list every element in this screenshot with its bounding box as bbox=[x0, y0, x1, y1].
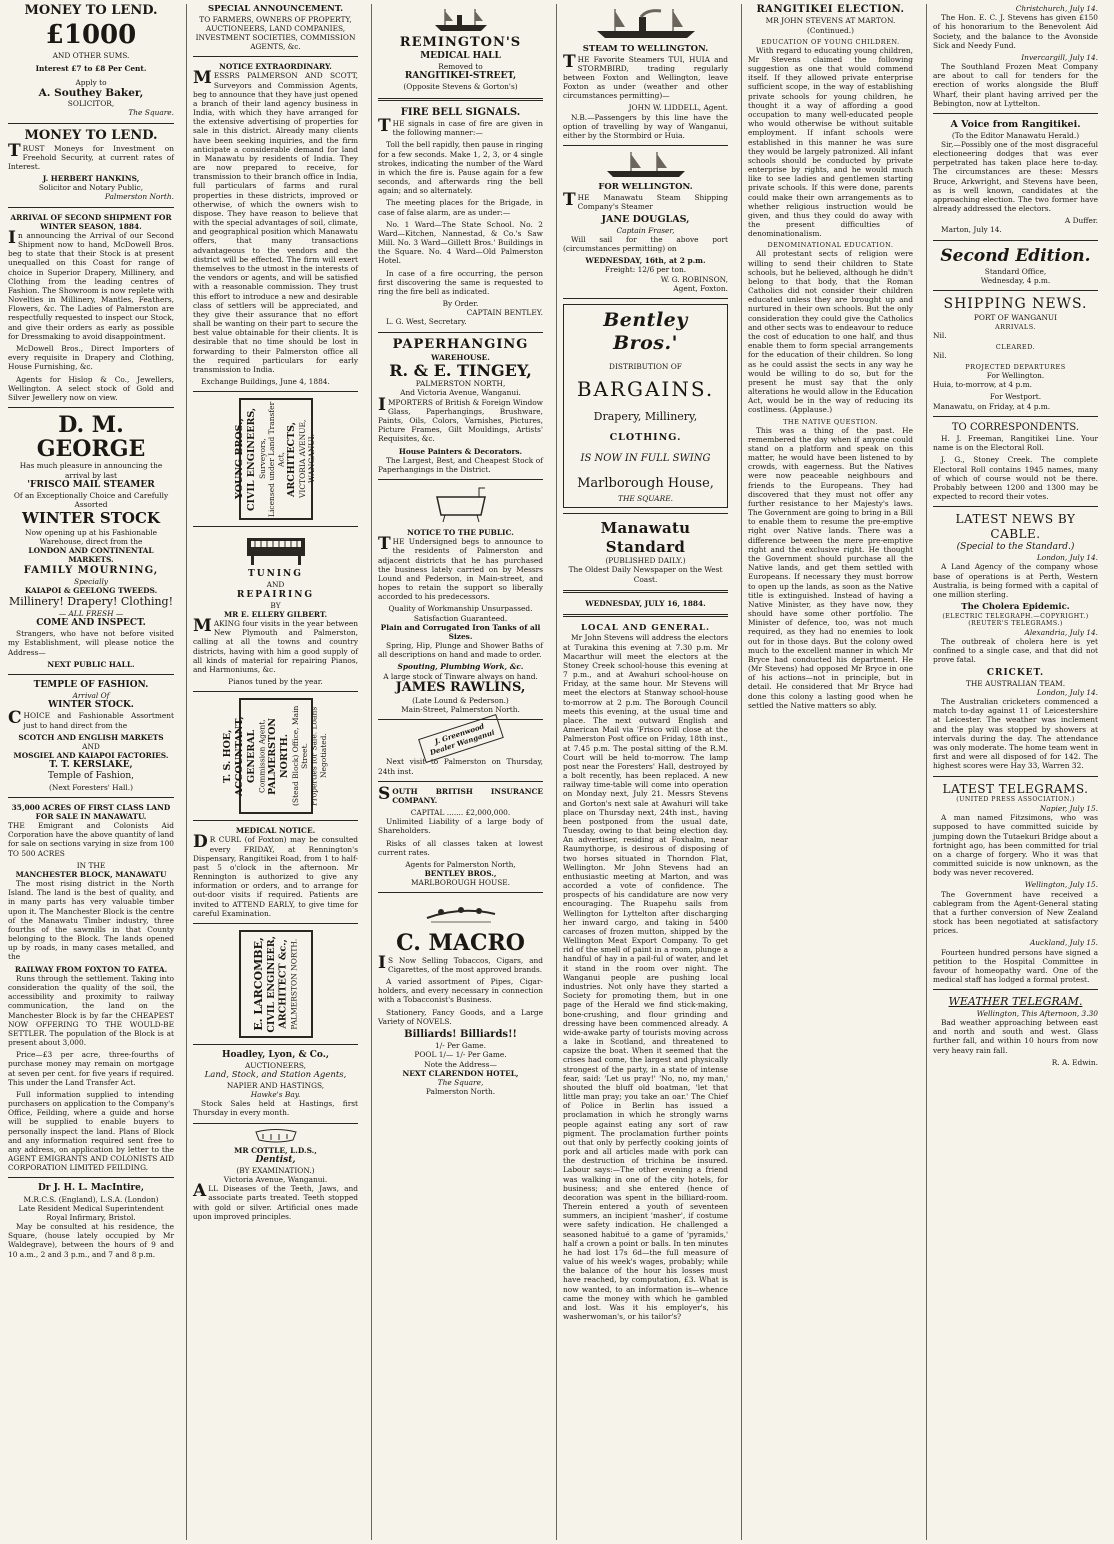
divider bbox=[378, 332, 543, 333]
bentley-line: Drapery, Millinery, bbox=[593, 409, 698, 423]
tuning-line: AND bbox=[266, 580, 285, 590]
shipping-line: For Wellington. bbox=[986, 370, 1045, 380]
election-cont: (Continued.) bbox=[807, 25, 854, 35]
steamship-illustration bbox=[431, 7, 491, 33]
george-line: KAIAPOI & GEELONG TWEEDS. bbox=[24, 586, 158, 596]
cholera-title: The Cholera Epidemic. bbox=[961, 602, 1070, 613]
steam-title: STEAM TO WELLINGTON. bbox=[582, 44, 709, 54]
card-line: Properties for Sale. Loans Negotiated. bbox=[309, 706, 329, 806]
tingey-line: House Painters & Decorators. bbox=[398, 446, 523, 456]
card-line: VICTORIA AVENUE, WANGANUI. bbox=[298, 420, 317, 499]
dateline: Alexandria, July 14. bbox=[1024, 627, 1098, 637]
piano-illustration bbox=[241, 532, 311, 566]
bentley-line: DISTRIBUTION OF bbox=[609, 362, 682, 372]
corr-line: J. G., Stoney Creek. The complete Electoral Roll contains 1945 names, many of which of course would not be there. Probably between 1200 and 1300 may be expected to record their votes. bbox=[933, 455, 1098, 502]
macro-line: NEXT CLARENDON HOTEL, bbox=[402, 1068, 519, 1078]
medical-title: MEDICAL NOTICE. bbox=[235, 826, 316, 836]
weather-line: Bad weather approaching between east and north and south and west. Glass further fall, and within 10 hours from now very heavy rain fall. bbox=[933, 1018, 1098, 1055]
sbi-line: BENTLEY BROS., bbox=[424, 869, 497, 879]
macro-line: 1/- Per Game. bbox=[435, 1041, 486, 1051]
divider bbox=[193, 1044, 358, 1045]
steam-nb: N.B.—Passengers by this line have the option of travelling by way of Wanganui, either by the Stormbird or Huia. bbox=[563, 112, 728, 140]
election-title: RANGITIKEI ELECTION. bbox=[756, 4, 905, 15]
remington-line: RANGITIKEI-STREET, bbox=[404, 71, 517, 82]
tingey-line: IMPORTERS of British & Foreign Window Glass, Paperhangings, Brushware, Paints, Oils, Colors, Varnishes, Pictures, Picture Frames, Gilt Mouldings, Artists' Requisites, &c. bbox=[378, 394, 543, 444]
money-amount: £1000 bbox=[45, 19, 137, 50]
cholera-line: (ELECTRIC TELEGRAPH.—COPYRIGHT.) bbox=[942, 612, 1089, 620]
card-line: E. LARCOMBE, bbox=[252, 937, 266, 1031]
telegrams-line: Fourteen hundred persons have signed a petition to the Hospital Committee in favour of homeopathy ward. One of the medical staff has lodged a formal protest. bbox=[933, 947, 1098, 985]
divider bbox=[563, 145, 728, 146]
telegrams-line: The Government have received a cablegram from the Agent-General stating that a further conversion of New Zealand stock has been negotiated at satisfactory prices. bbox=[933, 889, 1098, 936]
tuning-title: TUNING bbox=[248, 569, 303, 580]
election-heading: DENOMINATIONAL EDUCATION. bbox=[767, 241, 894, 250]
fire-title: FIRE BELL SIGNALS. bbox=[400, 106, 521, 118]
bentley-bargains: BARGAINS. bbox=[576, 377, 715, 402]
money-apply: Apply to bbox=[75, 77, 107, 87]
macro-line: Palmerston North. bbox=[425, 1087, 496, 1097]
land-title: 35,000 ACRES OF FIRST CLASS LAND FOR SALE IN MANAWATU. bbox=[11, 802, 171, 821]
steam-body: THE Favorite Steamers TUI, HUIA and STORMBIRD, trading regularly between Foxton and Wellington, leave Foxton as under (weather and other circumstances permitting)— bbox=[563, 51, 728, 101]
cricket-line: THE AUSTRALIAN TEAM. bbox=[965, 678, 1066, 688]
cable-title: LATEST NEWS BY CABLE. bbox=[955, 512, 1076, 542]
arrival-agents: Agents for Hislop & Co., Jewellers, Wellington. A select stock of Gold and Silver Jewellery now on view. bbox=[8, 374, 174, 402]
macintire-line: May be consulted at his residence, the Square, (house lately occupied by Mr Waldegrave), between the hours of 9 and 10 a.m., 2 and 3 p.m., and 7 and 8 p.m. bbox=[8, 1222, 174, 1259]
fire-line: No. 1 Ward—The State School. No. 2 Ward—Kitchen, Nannestad, & Co.'s Saw Mill. No. 3 Ward—Gillett Bros.' Buildings in the Square. No. 4 Ward—Old Palmerston Hotel. bbox=[378, 219, 543, 266]
second-line: Wednesday, 4 p.m. bbox=[980, 275, 1051, 285]
macro-title: C. MACRO bbox=[396, 930, 525, 957]
fire-line: L. G. West, Secretary. bbox=[386, 317, 467, 327]
land-line: THE Emigrant and Colonists Aid Corporation have the above quantity of land for sale on sections varying in size from 100 TO 500 ACRES bbox=[8, 821, 174, 858]
divider bbox=[193, 923, 358, 924]
temple-line: SCOTCH AND ENGLISH MARKETS bbox=[18, 732, 164, 742]
voice-title: A Voice from Rangitikei. bbox=[950, 118, 1081, 130]
divider bbox=[563, 590, 728, 593]
dateline: London, July 14. bbox=[1036, 553, 1098, 563]
remington-title: REMINGTON'S bbox=[399, 35, 522, 50]
shipping-line: Nil. bbox=[933, 330, 947, 340]
macintire-line: Late Resident Medical Superintendent Royal Infirmary, Bristol. bbox=[18, 1203, 164, 1222]
cable-line: (Special to the Standard.) bbox=[956, 542, 1075, 553]
card-line: Licensed under Land Transfer Act, bbox=[267, 401, 286, 517]
money2-title: MONEY TO LEND. bbox=[24, 127, 158, 143]
remington-line: (Opposite Stevens & Gorton's) bbox=[403, 82, 518, 92]
cricket-line: The Australian cricketers commenced a match to-day against 11 of Leicestershire at Leicester. The weather was inclement and the play was stopped by showers at intervals during the day. The attendance was only moderate. The home team went in first and were all disposed of for 142. The highest scores were Hay 33, Warren 32. bbox=[933, 697, 1098, 771]
notice-public-body: THE Undersigned begs to announce to the residents of Palmerston and adjacent districts that he has purchased the business lately carried on by Messrs Lound and Pederson, in Main-street, and hopes to retain the support so liberally accorded to his predecessors. bbox=[378, 534, 543, 602]
card-line: ACCOUNTANT, GENERAL bbox=[234, 716, 258, 797]
divider bbox=[8, 123, 174, 124]
bentley-line: IS NOW IN FULL SWING bbox=[580, 453, 711, 465]
divider bbox=[933, 506, 1098, 507]
tooth-illustration bbox=[251, 1129, 301, 1143]
divider bbox=[563, 614, 728, 617]
ship-illustration bbox=[601, 151, 691, 179]
notice-addr: Exchange Buildings, June 4, 1884. bbox=[201, 377, 330, 387]
hoadley-title: Hoadley, Lyon, & Co., bbox=[222, 1049, 329, 1060]
shipping-line: Nil. bbox=[933, 350, 947, 360]
card-line: ARCHITECTS, bbox=[286, 421, 298, 497]
divider bbox=[563, 298, 728, 299]
dateline: London, July 14. bbox=[1036, 687, 1098, 697]
temple-line: (Next Foresters' Hall.) bbox=[49, 782, 133, 792]
second-line: Standard Office, bbox=[984, 266, 1047, 276]
election-para: With regard to educating young children, Mr Stevens claimed the following suggestion as one that would commend itself. If they allowed private enterprise sufficient scope, in the way of establishing private schools for young children, he thought it a way of affording a good occupation to many well-educated people who would otherwise be without suitable employment. If infant schools were established in this manner he was sure they would be largely patronized. All infant schools should be conducted by private enterprise by rights, and he would much like to see ladies and gentlemen starting private schools. If this were done, parents could make their own arrangements as to whether religious instruction would be given, and thus they could do away with the present difficulties of denominationalism. bbox=[748, 45, 913, 239]
remington-line: MEDICAL HALL bbox=[420, 50, 501, 61]
special-to: TO FARMERS, OWNERS OF PROPERTY, AUCTIONEERS, LAND COMPANIES, INVESTMENT SOCIETIES, COMMISSION AGENTS, &c. bbox=[195, 14, 356, 52]
george-line: NEXT PUBLIC HALL. bbox=[47, 659, 135, 669]
shipping-title: SHIPPING NEWS. bbox=[943, 295, 1088, 312]
column-4 bbox=[556, 4, 734, 1540]
medical-body: DR CURL (of Foxton) may be consulted every FRIDAY, at Rennington's Dispensary, Rangitikei Road, from 1 to half-past 5 o'clock in the afternoon. Mr Rennington is authorized to give any information or orders, and to arrange for out-door visits if required. Patients are invited to ATTEND EARLY, to give time for careful Examination. bbox=[193, 832, 358, 918]
temple-line: MOSGIEL AND KAIAPOI FACTORIES. bbox=[13, 751, 169, 761]
george-line: — ALL FRESH — bbox=[58, 608, 124, 618]
fw-line: W. G. ROBINSON, bbox=[660, 274, 728, 284]
corr-line: H. J. Freeman, Rangitikei Line. Your name is on the Electoral Roll. bbox=[933, 434, 1098, 453]
shipping-line: PORT OF WANGANUI bbox=[973, 313, 1058, 323]
election-para: This was a thing of the past. He remembered the day when if anyone could stand on a platform and speak on this matter, he would have been listened to by crowds, with eagerness. But the Natives were now peaceable neighbours and friends to the Europeans. They had discovered that they must not offer any further resistance to her Majesty's laws. The Government are going to bring in a Bill to enable them to resume the pre-emptive right over Native lands. There was a difference between the mere pre-emptive right and the exclusive right. He thought the Government should purchase all the Native lands, and get them settled with Europeans. If necessary they must borrow to open up the lands, as soon as the Native title is extinguished. Instead of having a Native Minister, as they have now, they should have some other portfolio. The Minister of defence, too, was not much required, as they had no enemies to look out for in those days. But the colony owed much to the excellent manner in which Mr Bryce had conducted his department. He (Mr Stevens) had opposed Mr Bryce in one of his actions—not in principle, but in detail. He considered that Mr Bryce had done this colony a lasting good when he settled the Native matters so ably. bbox=[748, 425, 913, 710]
masthead-title: Manawatu Standard bbox=[600, 519, 691, 556]
sbi-title: SOUTH BRITISH INSURANCE COMPANY. bbox=[378, 783, 543, 805]
george-line: Strangers, who have not before visited my Establishment, will please notice the Address— bbox=[8, 629, 174, 657]
fw-line: Agent, Foxton. bbox=[673, 283, 728, 293]
cottle-line: (BY EXAMINATION.) bbox=[236, 1165, 315, 1175]
cottle-line: Victoria Avenue, Wanganui. bbox=[223, 1175, 328, 1185]
macro-line: Note the Address— bbox=[424, 1059, 497, 1069]
notice-public-line: Spring, Hip, Plunge and Shower Baths of all descriptions on hand and made to order. bbox=[378, 641, 543, 660]
hoe-card bbox=[222, 698, 329, 814]
temple-line: AND bbox=[82, 741, 100, 751]
george-line: COME AND INSPECT. bbox=[36, 618, 146, 629]
card-line: Commission Agent, bbox=[258, 719, 267, 794]
divider bbox=[8, 407, 174, 408]
fire-line: In case of a fire occurring, the person first discovering the same is requested to ring the fire bell as indicated. bbox=[378, 268, 543, 296]
tuning-body: MAKING four visits in the year between New Plymouth and Palmerston, calling at all the towns and country districts, having with him a good supply of all kinds of material for repairing Pianos, and Harmoniums, &c. bbox=[193, 616, 358, 674]
notice-body: MESSRS PALMERSON AND SCOTT, Surveyors and Commission Agents, beg to announce that they have just opened a branch of their land agency business in India, with which they have arranged for the extensive advertising of properties for sale in this district. Already many clients have been seeking inquiries, and the firm anticipate a considerable demand for land in Manawatu by residents of India. They are now prepared to receive, for transmission to their branch office in India, full particulars of farms and rural properties in these districts, improved or otherwise, of which the owners wish to dispose. They have reason to believe that with the special advantages of soil, climate, and geographical position which Manawatu offers, that many transactions advantageous to the vendors and the district will be effected. The firm will exert themselves to the utmost in the interests of the vendors or agents, and will be satisfied with a reasonable commission. They trust this effort to introduce a new and desirable class of settlers will be appreciated, and they give their assurance that no effort shall be wanting on their part to secure the best value obtainable for their clients. It is desirable that no time should be lost in forwarding to their Palmerston office all the required particulars for early transmission to India. bbox=[193, 68, 358, 374]
macro-line: A varied assortment of Pipes, Cigar-holders, and every necessary in connection with a Tobacconist's Business. bbox=[378, 976, 543, 1005]
tingey-line: The Largest, Best, and Cheapest Stock of Paperhangings in the District. bbox=[378, 455, 543, 474]
george-line: Specially bbox=[74, 576, 108, 586]
divider bbox=[193, 820, 358, 821]
divider bbox=[193, 1123, 358, 1124]
fw-line: Captain Fraser, bbox=[616, 225, 675, 235]
macro-line: POOL 1/— 1/- Per Game. bbox=[414, 1050, 507, 1060]
money-name: A. Southey Baker, bbox=[38, 86, 144, 99]
shipping-line: CLEARED. bbox=[995, 342, 1036, 351]
sbi-line: CAPITAL ....... £2,000,000. bbox=[410, 808, 511, 818]
fire-line: CAPTAIN BENTLEY. bbox=[466, 308, 543, 318]
money2-name: J. HERBERT HANKINS, bbox=[42, 174, 140, 184]
money-interest: Interest £7 to £8 Per Cent. bbox=[35, 64, 147, 74]
voice-line: (To the Editor Manawatu Herald.) bbox=[951, 130, 1080, 140]
land-line: MANCHESTER BLOCK, MANAWATU bbox=[15, 869, 167, 879]
hoadley-line: Land, Stock, and Station Agents, bbox=[204, 1070, 347, 1081]
telegrams-line: A man named Fitzsimons, who was supposed to have committed suicide by jumping down the Tutaekuri Bridge about a fortnight ago, has been committed for trial on a charge of forgery. Who it was that committed suicide is now unknown, as the body was never recovered. bbox=[933, 813, 1098, 878]
hoadley-line: NAPIER AND HASTINGS, bbox=[226, 1080, 325, 1090]
land-line: Full information supplied to intending purchasers on application to the Company's Office, Feilding, where a guide and horse will be supplied to enable buyers to personally inspect the land. Plans of Block and any information required sent free to any address, on application by letter to the AGENT EMIGRANTS AND COLONISTS AID CORPORATION LIMITED FEILDING. bbox=[8, 1089, 174, 1173]
second-edition-title: Second Edition. bbox=[940, 245, 1091, 266]
land-line: Price—£3 per acre, three-fourths of purchase money may remain on mortgage at seven per cent. for five years if required. This under the Land Transfer Act. bbox=[8, 1050, 174, 1087]
george-line: Of an Exceptionally Choice and Carefully Assorted bbox=[13, 490, 169, 510]
macro-line: Stationery, Fancy Goods, and a Large Variety of NOVELS. bbox=[378, 1007, 543, 1026]
money-lend-title: MONEY TO LEND. bbox=[24, 4, 158, 18]
shipping-line: Manawatu, on Friday, at 4 p.m. bbox=[933, 401, 1051, 411]
george-line: Has much pleasure in announcing the arrival by last bbox=[19, 461, 163, 480]
card-line: ARCHITECT &c., bbox=[277, 939, 289, 1029]
tuning-line: BY bbox=[270, 600, 281, 610]
voice-sig: A Duffer. bbox=[1064, 216, 1098, 226]
divider bbox=[378, 98, 543, 101]
divider bbox=[933, 776, 1098, 777]
george-line: 'FRISCO MAIL STEAMER bbox=[27, 479, 155, 490]
tingey-line: PALMERSTON NORTH, bbox=[415, 379, 506, 389]
tingey-title: R. & E. TINGEY, bbox=[389, 360, 532, 380]
shipping-line: PROJECTED DEPARTURES bbox=[965, 362, 1066, 371]
george-line: LONDON AND CONTINENTAL MARKETS. bbox=[28, 546, 154, 565]
card-line: T. S. HOE, bbox=[222, 729, 234, 783]
paper-sub: WAREHOUSE. bbox=[431, 352, 490, 362]
voice-place: Marton, July 14. bbox=[941, 225, 1002, 235]
steamer-illustration bbox=[591, 7, 701, 41]
divider bbox=[933, 290, 1098, 291]
money2-place: Palmerston North. bbox=[104, 192, 174, 202]
cricket-title: CRICKET. bbox=[986, 667, 1045, 678]
card-line: PALMERSTON NORTH. bbox=[267, 717, 291, 795]
tingey-line: And Victoria Avenue, Wanganui. bbox=[400, 388, 521, 398]
land-line: IN THE bbox=[76, 860, 106, 870]
election-heading: THE NATIVE QUESTION. bbox=[783, 417, 878, 426]
fire-line: By Order. bbox=[442, 299, 479, 309]
dateline: Napier, July 15. bbox=[1039, 804, 1098, 814]
dateline: Auckland, July 15. bbox=[1029, 938, 1098, 948]
election-para: All protestant sects of religion were willing to send their children to State schools, but he believed, although he didn't belong to that body, that the Roman Catholics did not consider their children educated unless they are brought up and nurtured in their own schools. But the only consideration they could give the Catholics and other sects was to endeavour to reduce the cost of education to one half, and thus enable them to form special arrangements for the education of their children. So long as he could assist the sects in any way he would be willing to do so, but for the present he must say that the only alterations he would allow in the Education Act, would be in the way of reducing its costliness. (Applause.) bbox=[748, 249, 913, 415]
column-6 bbox=[926, 4, 1104, 1540]
shipping-line: For Westport. bbox=[989, 392, 1042, 402]
cholera-line: (REUTER'S TELEGRAMS.) bbox=[968, 620, 1063, 628]
local-title: LOCAL AND GENERAL. bbox=[581, 622, 710, 633]
sbi-line: MARLBOROUGH HOUSE. bbox=[410, 878, 511, 888]
temple-line: CHOICE and Fashionable Assortment just to hand direct from the bbox=[8, 708, 174, 730]
cable-line: A Land Agency of the company whose base of operations is at Perth, Western Australia, is being formed with a capital of one million sterling. bbox=[933, 562, 1098, 599]
macro-line: The Square, bbox=[437, 1077, 484, 1087]
george-line: Millinery! Drapery! Clothing! bbox=[8, 595, 174, 609]
notice-public-line: Spouting, Plumbing Work, &c. bbox=[397, 662, 524, 672]
young-bros-card bbox=[234, 398, 317, 520]
card-line: CIVIL ENGINEERS, bbox=[246, 407, 258, 511]
bentley-line: CLOTHING. bbox=[609, 431, 682, 443]
fire-line: Toll the bell rapidly, then pause in ringing for a few seconds. Make 1, 2, 3, or 4 single strokes, indicating the number of the Ward in which the fire is. Pause again for a few seconds, and afterwards ring the bell again; and so alternately. bbox=[378, 140, 543, 196]
bentley-line: THE SQUARE. bbox=[618, 493, 673, 503]
column-1 bbox=[2, 4, 180, 1540]
divider bbox=[563, 513, 728, 514]
temple-title: TEMPLE OF FASHION. bbox=[33, 679, 149, 690]
masthead-line: The Oldest Daily Newspaper on the West Coast. bbox=[568, 565, 723, 584]
temple-line: WINTER STOCK. bbox=[48, 700, 134, 711]
bathtub-illustration bbox=[433, 485, 489, 525]
masthead-date: WEDNESDAY, JULY 16, 1884. bbox=[585, 598, 706, 608]
cottle-line: Dentist, bbox=[255, 1154, 296, 1165]
card-line: (Stead Block) Office, Main Street. bbox=[291, 706, 310, 807]
arrival-body: In announcing the Arrival of our Second Shipment now to hand, McDowell Bros. beg to state that their Stock is at present unequalled on this Coast for range of choice in Superior Drapery, Millinery, and Clothing from the leading centres of Fashion. The Showroom is now replete with Novelties in Millinery, Mantles, Feathers, Flowers, &c. The Ladies of Palmerston are respectfully requested to inspect our Stock, and give their orders as early as possible for Dressmaking to avoid disappointment. bbox=[8, 227, 174, 341]
local-body: Mr John Stevens will address the electors at Turakina this evening at 7.30 p.m. Mr Macarthur will meet the electors at the Stoney Creek school-house this evening at 7 p.m., and at Awahuri school-house on Friday, at the same hour. Mr Stevens will meet the electors at Stanway school-house to-morrow at 2 p.m. The Borough Council meets this evening, at the usual time and place. The next outward English and American Mail via 'Frisco will close at the Palmerston Post office on Friday, 18th inst., at 7.45 p.m. The postal sitting of the R.M. Court will be held to-morrow. The lamp post near the Foresters' Hall, destroyed by a bolt recently, has been replaced. A new railway time-table will come into operation on Monday next, July 21. Messrs Stevens and Gorton's next sale at Awahuri will take place on Thursday next, 24th inst., having been postponed from the usual date, Tuesday, owing to that being election day. An advertiser, residing at Foxhalm, near Raumythorpe, is desirous of disposing of two horses situated in Thorndon Flat, Wellington. Mr John Stevens had an enthusiastic meeting at Marton, and was accorded a vote of confidence. The prospects of his candidature are now very encouraging. The Ruapehu sails from Wellington for Lyttelton after discharging her inward cargo, and taking in 5400 carcases of frozen mutton, shipped by the Wellington Meat Export Company. To get rid of the smell of paint in a room, plunge a handful of hay in a pail-ful of water, and let it stand in the room over night. The Wanganui people are pushing local industries. Not only have they started a Society for promoting them, but in one page of the Herald we find stick-making, bone-crushing, and flour grinding and dressing have been commenced already. A wide-awake party of tourists moving across a lake in Scotland, and threatened to capsize the boat. When it seemed that the crises had come, the largest and physically strongest of the party, in a state of intense fear, said: 'Let us pray!' 'No, no, my man,' shouted the bluff old boatman, 'let that little man pray; you take an oar.' The Chief of Police in Berlin has issued a proclamation in which he strongly warns people against eating any sort of raw pigment. The proclamation further points out that only by perfectly cooking joints of pork and all articles made with pork can the destruction of trichina be insured. Labour says:—The other evening a friend was walking in one of the city hotels, for business; and she entered (hence of decoration was spent in the billiard-room. Therein entered a youth of seventeen summers, an incipient 'masher', if costume were safety indication. He challenged a seasoned habitué to a game of 'pyramids,' half a crown a point or balls. In ten minutes he had lost 17s 6d—the full measure of value of his week's wages, probably; while the balance of the hour his losses must have reached, by computation, £3. What is now wanted, to an information is—whence came the money with which he gambled and lost. Was it his employer's, his washerwoman's, or his tailor's? bbox=[563, 633, 728, 1322]
macro-line: Billiards! Billiards!! bbox=[404, 1028, 517, 1040]
larcombe-card bbox=[239, 930, 313, 1038]
rawlins-line: Main-Street, Palmerston North. bbox=[401, 704, 520, 714]
corr-title: TO CORRESPONDENTS. bbox=[951, 421, 1080, 433]
money-role: SOLICITOR, bbox=[67, 99, 115, 109]
divider bbox=[378, 479, 543, 480]
weather-title: WEATHER TELEGRAM. bbox=[948, 995, 1083, 1009]
sbi-line: Agents for Palmerston North, bbox=[405, 859, 516, 869]
fw-line: THE Manawatu Steam Shipping Company's Steamer bbox=[563, 189, 728, 211]
fire-line: The meeting places for the Brigade, in case of false alarm, are as under:— bbox=[378, 198, 543, 217]
money2-body: TRUST Moneys for Investment on Freehold Security, at current rates of Interest. bbox=[8, 140, 174, 171]
hoadley-line: AUCTIONEERS, bbox=[244, 1061, 307, 1071]
fw-line: WEDNESDAY, 16th, at 2 p.m. bbox=[585, 256, 706, 266]
steam-agent: JOHN W. LIDDELL, Agent. bbox=[628, 103, 728, 113]
notice-public-line: Satisfaction Guaranteed. bbox=[413, 613, 508, 623]
notice-public-line: A large stock of Tinware always on hand. bbox=[383, 671, 538, 681]
george-line: Now opening up at his Fashionable Warehouse, direct from the bbox=[25, 527, 157, 547]
divider bbox=[8, 797, 174, 798]
temple-line: Arrival Of bbox=[72, 691, 110, 701]
land-line: The most rising district in the North Island. The land is the best of quality, and in many parts has very valuable timber upon it. The Manchester Block is the centre of the Manawatu Timber industry, three fourths of the sawmills in that County belonging to the Block. The lands opened up by roads, in many cases metalled, and the bbox=[8, 879, 174, 962]
land-line: Runs through the settlement. Taking into consideration the quality of the soil, the accessibility and proximity to railway communication, the land on the Manchester Block is by far the CHEAPEST NOW OFFERING TO THE WOULD-BE SETTLER. The population of the Block is at present about 3,000. bbox=[8, 973, 174, 1048]
divider bbox=[193, 526, 358, 527]
macintire-title: Dr J. H. L. MacIntire, bbox=[37, 1183, 145, 1194]
temple-line: T. T. KERSLAKE, bbox=[49, 760, 133, 771]
george-mourning: FAMILY MOURNING, bbox=[23, 564, 159, 576]
sbi-line: Risks of all classes taken at lowest current rates. bbox=[378, 838, 543, 857]
divider bbox=[8, 207, 174, 208]
news-para: The Hon. E. C. J. Stevens has given £150 of his honorarium to the Benevolent Aid Society, and the balance to the Avonside Sick and Needy Fund. bbox=[933, 13, 1098, 50]
card-line: Surveyors, bbox=[258, 438, 267, 480]
cholera-line: The outbreak of cholera here is yet confined to a single case, and that did not prove fatal. bbox=[933, 637, 1098, 665]
fw-title: FOR WELLINGTON. bbox=[598, 182, 693, 193]
weather-sig: R. A. Edwin. bbox=[1051, 1057, 1098, 1067]
masthead-line: (PUBLISHED DAILY.) bbox=[605, 556, 686, 566]
bentley-title: Bentley Bros.' bbox=[603, 308, 688, 355]
divider bbox=[193, 56, 358, 57]
tuning-name: MR E. ELLERY GILBERT. bbox=[223, 609, 328, 619]
paper-title: PAPERHANGING bbox=[392, 336, 529, 352]
temple-line: Temple of Fashion, bbox=[48, 771, 134, 782]
divider bbox=[193, 691, 358, 692]
macintire-line: M.R.C.S. (England), L.S.A. (London) bbox=[23, 1194, 159, 1204]
land-line: RAILWAY FROM FOXTON TO FATEA. bbox=[14, 964, 168, 974]
divider bbox=[933, 113, 1098, 114]
fw-line: Freight: 12/6 per ton. bbox=[604, 265, 687, 275]
fw-line: Will sail for the above port (circumstances permitting) on bbox=[563, 234, 728, 254]
money2-role: Solicitor and Notary Public, bbox=[38, 183, 144, 193]
voice-line: Sir,—Possibly one of the most disgraceful electioneering dodges that was ever perpetrated has taken place here to-day. The circumstances are these: Messrs Bruce, Arkwright, and Stevens have been, as is well known, candidates at the approaching election. The two former have already addressed the electors. bbox=[933, 139, 1098, 214]
bentley-line: Marlborough House, bbox=[577, 475, 714, 491]
sbi-line: Unlimited Liability of a large body of Shareholders. bbox=[378, 817, 543, 836]
dateline: Wellington, July 15. bbox=[1024, 880, 1098, 890]
fire-line: THE signals in case of fire are given in the following manner:— bbox=[378, 115, 543, 138]
divider bbox=[378, 781, 543, 782]
dateline: Invercargill, July 14. bbox=[1021, 52, 1098, 62]
shipping-line: Huia, to-morrow, at 4 p.m. bbox=[933, 380, 1032, 390]
cottle-line: ALL Diseases of the Teeth, Jaws, and associate parts treated. Teeth stopped with gold or silver. Artificial ones made upon improved principles. bbox=[193, 1181, 358, 1221]
card-line: PALMERSTON NORTH. bbox=[289, 938, 299, 1030]
divider bbox=[8, 1177, 174, 1178]
notice-public-line: Plain and Corrugated Iron Tanks of all Sizes. bbox=[380, 622, 541, 641]
money-place: The Square. bbox=[128, 108, 174, 118]
bentley-ad bbox=[563, 304, 728, 508]
greenwood-line: Next visit to Palmerston on Thursday, 24th inst. bbox=[378, 757, 543, 776]
divider bbox=[378, 892, 543, 893]
election-heading: EDUCATION OF YOUNG CHILDREN. bbox=[761, 37, 900, 46]
dateline: Wellington, This Afternoon, 3.30 bbox=[976, 1008, 1098, 1018]
rawlins-line: (Late Lound & Pederson.) bbox=[412, 695, 509, 705]
divider bbox=[933, 240, 1098, 241]
greenwood-sticker: J. Greenwood Dealer Wanganui bbox=[418, 714, 504, 763]
notice-public-title: NOTICE TO THE PUBLIC. bbox=[407, 528, 514, 538]
card-line: CIVIL ENGINEER, bbox=[265, 935, 277, 1033]
column-5 bbox=[741, 4, 919, 1540]
divider bbox=[933, 989, 1098, 990]
remington-line: Removed to bbox=[438, 62, 483, 72]
card-line: YOUNG BROS., bbox=[234, 418, 246, 500]
tuning-foot: Pianos tuned by the year. bbox=[228, 677, 323, 687]
tobacco-illustration bbox=[421, 898, 501, 928]
telegrams-line: (UNITED PRESS ASSOCIATION.) bbox=[956, 796, 1075, 804]
hoadley-line: Hawke's Bay. bbox=[250, 1090, 301, 1100]
notice-title: NOTICE EXTRAORDINARY. bbox=[219, 62, 332, 72]
column-3 bbox=[371, 4, 549, 1540]
news-para: The Southland Frozen Meat Company are about to call for tenders for the erection of works alongside the Bluff Wharf, their plant having arrived per the Bebington, now at Lyttelton. bbox=[933, 62, 1098, 108]
shipping-line: ARRIVALS. bbox=[994, 322, 1037, 331]
column-2 bbox=[186, 4, 364, 1540]
george-winter-stock: WINTER STOCK bbox=[22, 509, 160, 528]
cottle-title: MR COTTLE, L.D.S., bbox=[234, 1145, 317, 1155]
special-title: SPECIAL ANNOUNCEMENT. bbox=[207, 4, 344, 14]
tuning-line: REPAIRING bbox=[236, 589, 315, 600]
rawlins-title: JAMES RAWLINS, bbox=[395, 679, 526, 695]
election-sub: MR JOHN STEVENS AT MARTON. bbox=[765, 16, 896, 26]
divider bbox=[193, 391, 358, 392]
macro-line: IS Now Selling Tobaccos, Cigars, and Cigarettes, of the most approved brands. bbox=[378, 952, 543, 974]
dateline: Christchurch, July 14. bbox=[1015, 4, 1098, 13]
divider bbox=[378, 719, 543, 720]
arrival-title: ARRIVAL OF SECOND SHIPMENT FOR WINTER SEASON, 1884. bbox=[10, 212, 172, 231]
fw-line: JANE DOUGLAS, bbox=[601, 213, 690, 225]
arrival-sig: McDowell Bros., Direct Importers of every requisite in Drapery and Clothing, House Furnishing, &c. bbox=[8, 344, 174, 372]
notice-public-line: Quality of Workmanship Unsurpassed. bbox=[388, 604, 533, 614]
george-name: D. M. GEORGE bbox=[36, 412, 146, 463]
divider bbox=[8, 674, 174, 675]
divider bbox=[933, 416, 1098, 417]
hoadley-line: Stock Sales held at Hastings, first Thursday in every month. bbox=[193, 1099, 358, 1118]
telegrams-title: LATEST TELEGRAMS. bbox=[942, 781, 1089, 796]
money-sub: AND OTHER SUMS. bbox=[52, 51, 130, 61]
